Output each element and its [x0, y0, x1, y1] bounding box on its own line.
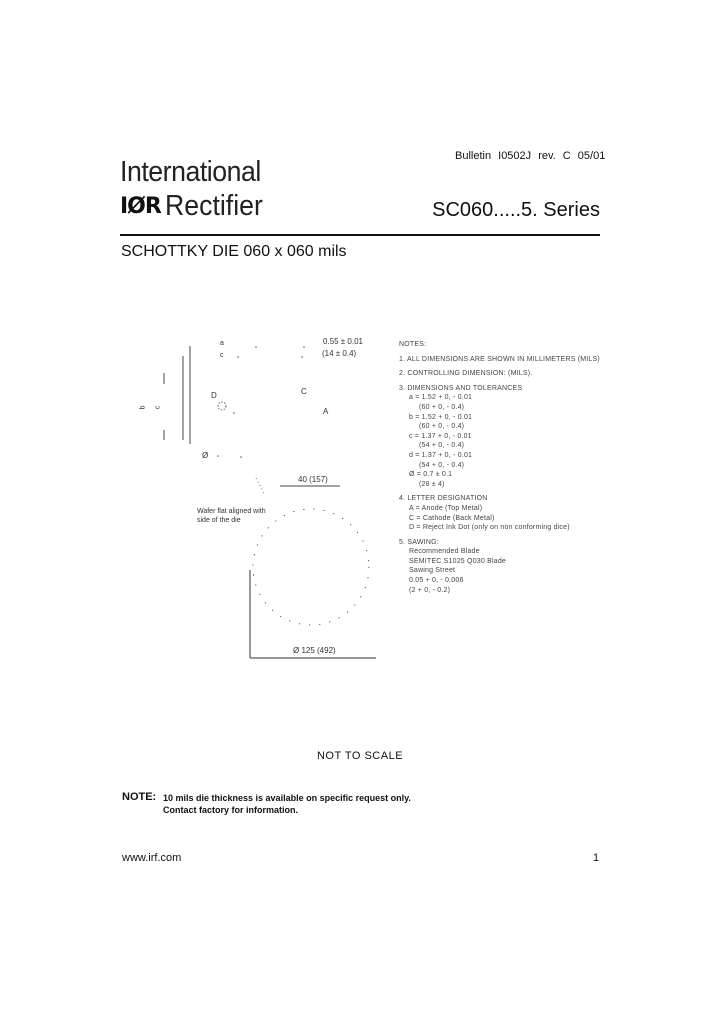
letter-cathode: C = Cathode (Back Metal) — [409, 514, 495, 522]
company-name-line2: Rectifier — [164, 189, 263, 222]
top-thickness-dim: 0.55 ± 0.01 — [323, 337, 363, 346]
tolerance-b-mils: (60 + 0, - 0.4) — [419, 423, 465, 431]
wafer-note-line1: Wafer flat aligned with — [197, 508, 266, 515]
note-line-2: Contact factory for information. — [163, 805, 299, 815]
tolerance-d: d = 1.37 + 0, - 0.01 — [409, 451, 473, 459]
dim-label-a: a — [220, 340, 224, 347]
dim-label-c: c — [220, 352, 224, 359]
letter-ink-dot: D = Reject Ink Dot (only on non conforming dice) — [409, 524, 570, 532]
top-thickness-dim-mils: (14 ± 0.4) — [322, 349, 357, 358]
tolerance-d-mils: (54 + 0, - 0.4) — [419, 461, 465, 469]
label-diameter-symbol: Ø — [202, 451, 209, 460]
label-ink-dot: D — [211, 391, 217, 400]
note-5: 5. SAWING: — [399, 538, 439, 546]
tolerance-diameter: Ø = 0.7 ± 0.1 — [409, 471, 453, 479]
letter-anode: A = Anode (Top Metal) — [409, 504, 483, 512]
label-anode: A — [323, 407, 329, 416]
company-name-line1: International — [120, 156, 261, 188]
tolerance-diameter-mils: (28 ± 4) — [419, 480, 445, 488]
sawing-street-mm: 0.05 + 0, - 0.006 — [409, 577, 464, 585]
page-subtitle: SCHOTTKY DIE 060 x 060 mils — [121, 243, 347, 260]
tolerance-b: b = 1.52 + 0, - 0.01 — [409, 413, 473, 421]
bulletin-number: Bulletin I0502J rev. C 05/01 — [455, 150, 606, 162]
sawing-street-mils: (2 + 0, - 0.2) — [409, 586, 451, 594]
note-4: 4. LETTER DESIGNATION — [399, 495, 488, 503]
sawing-blade-model: SEMITEC S1025 Q030 Blade — [409, 557, 507, 565]
ior-logo-icon: IØR — [120, 193, 161, 219]
sawing-blade-label: Recommended Blade — [409, 548, 480, 556]
label-cathode: C — [301, 387, 307, 396]
sawing-street-label: Sawing Street — [409, 567, 456, 575]
wafer-flat-dimension: 40 (157) — [298, 475, 328, 484]
note-3: 3. DIMENSIONS AND TOLERANCES — [399, 384, 523, 392]
note-label: NOTE: — [122, 791, 157, 803]
not-to-scale-note: NOT TO SCALE — [316, 750, 404, 762]
drawing-notes — [399, 340, 600, 595]
wafer-note-line2: side of the die — [197, 517, 241, 524]
tolerance-a: a = 1.52 + 0, - 0.01 — [409, 394, 473, 402]
wafer-outline — [253, 509, 369, 625]
note-2: 2. CONTROLLING DIMENSION: (MILS). — [399, 370, 533, 378]
tolerance-c-mils: (54 + 0, - 0.4) — [419, 442, 465, 450]
dim-label-b: b — [139, 405, 147, 410]
note-line-1: 10 mils die thickness is available on specific request only. — [163, 793, 411, 803]
tolerance-a-mils: (60 + 0, - 0.4) — [419, 403, 465, 411]
ink-dot-icon — [218, 402, 226, 410]
footer-url-link[interactable]: www.irf.com — [122, 852, 182, 864]
notes-title: NOTES: — [399, 341, 427, 348]
series-title: SC060.....5. Series — [432, 199, 600, 221]
wafer-flat-leader — [256, 478, 265, 495]
tolerance-c: c = 1.37 + 0, - 0.01 — [409, 432, 472, 440]
page-number: 1 — [593, 852, 600, 864]
dim-label-c-side: c — [154, 405, 162, 410]
wafer-diameter-label: Ø 125 (492) — [293, 646, 336, 655]
note-1: 1. ALL DIMENSIONS ARE SHOWN IN MILLIMETERS (MILS) — [399, 355, 600, 363]
